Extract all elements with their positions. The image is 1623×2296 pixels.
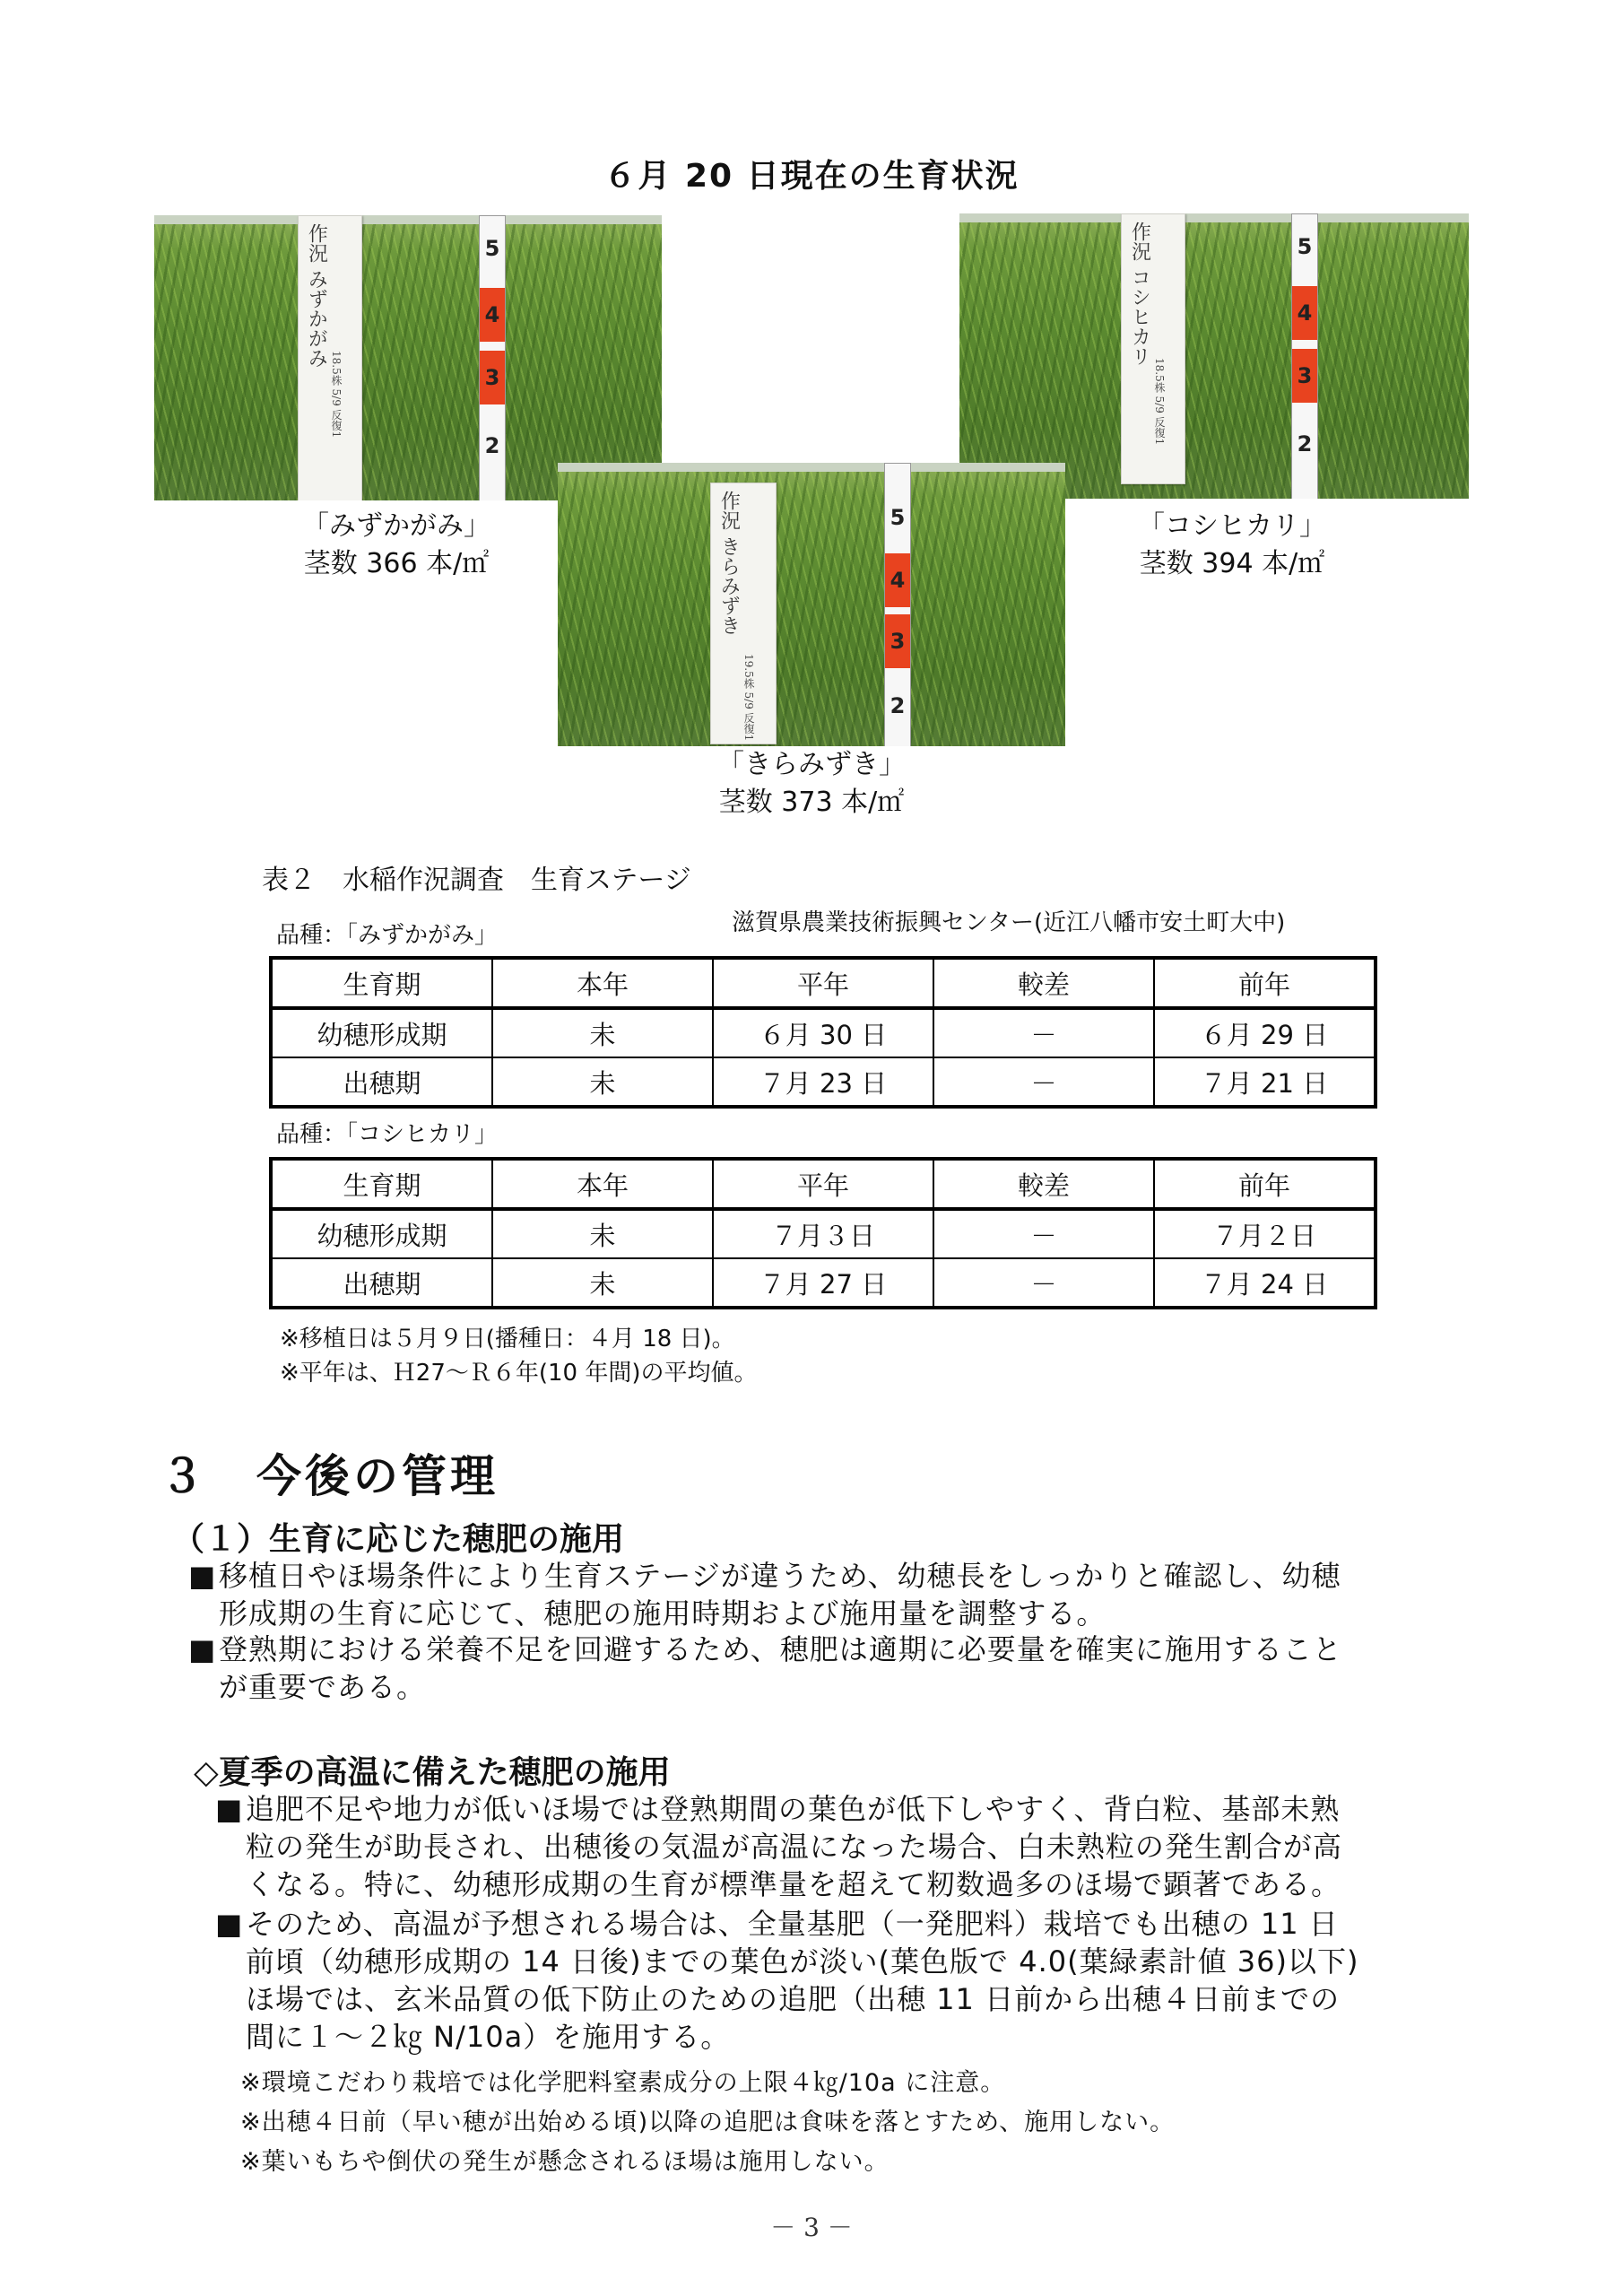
section-heading: ３ 今後の管理 [160, 1450, 499, 1502]
ruler-mark: 4 [1292, 286, 1317, 340]
photo-caption-kiramizuki [659, 746, 964, 822]
sign-text: 作況 みずかがみ [305, 223, 328, 368]
caption-variety: 「きらみずき」 [717, 749, 906, 780]
note-line: ※出穂４日前（早い穂が出始める頃)以降の追肥は食味を落とすため、施用しない。 [240, 2109, 1176, 2136]
table-note: ※平年は、Ｈ27～Ｒ６年(10 年間)の平均値。 [280, 1360, 758, 1387]
column-header: 生育期 [271, 1159, 492, 1209]
table-cell: 幼穂形成期 [271, 1209, 492, 1258]
sign-board [298, 215, 362, 500]
ruler-mark: 5 [484, 236, 500, 261]
bullet-line: 粒の発生が助長され、出穂後の気温が高温になった場合、白未熟粒の発生割合が高 [246, 1830, 1342, 1864]
table-row [271, 1209, 1376, 1258]
bullet-item [215, 1905, 1488, 2056]
subsection-heading: （１）生育に応じた穂肥の施用 [172, 1521, 625, 1558]
table-row [271, 1258, 1376, 1308]
sign-board [1121, 213, 1185, 484]
column-header: 平年 [713, 1159, 933, 1209]
bullet-line: が重要である。 [219, 1670, 427, 1704]
measuring-ruler [479, 215, 506, 500]
table-cell: ７月３日 [713, 1209, 933, 1258]
column-header: 本年 [492, 1159, 713, 1209]
note-line: ※環境こだわり栽培では化学肥料窒素成分の上限４㎏/10a に注意。 [240, 2069, 1006, 2097]
stage-table-mizukagami [269, 956, 1377, 1109]
variety-label-mizukagami: 品種：「みずかがみ」 [276, 922, 499, 949]
bullet-item [215, 1790, 1488, 1903]
bullet-line: 移植日やほ場条件により生育ステージが違うため、幼穂長をしっかりと確認し、幼穂 [219, 1559, 1341, 1593]
table-cell: 幼穂形成期 [271, 1008, 492, 1057]
sign-small-text: 18.5株 5/9 反復1 [330, 351, 343, 439]
column-header: 較差 [933, 1159, 1154, 1209]
table-notes [280, 1322, 758, 1390]
sign-text: 作況 きらみずき [717, 491, 741, 635]
ruler-mark: 2 [890, 693, 906, 718]
column-header: 前年 [1154, 1159, 1376, 1209]
photo-caption-koshihikari [1080, 508, 1384, 583]
table-cell: － [933, 1008, 1154, 1057]
bullet-line: 前頃（幼穂形成期の 14 日後)までの葉色が淡い(葉色版で 4.0(葉緑素計値 36)以下) [246, 1944, 1359, 1979]
bullet-line: 追肥不足や地力が低いほ場では登熟期間の葉色が低下しやすく、背白粒、基部未熟 [246, 1792, 1341, 1826]
ruler-mark: 5 [890, 505, 906, 530]
bullet-text [246, 1905, 1488, 2056]
caption-variety: 「コシヒカリ」 [1138, 510, 1326, 542]
page-number: － 3 － [770, 2213, 853, 2242]
table-cell: 未 [492, 1209, 713, 1258]
table-cell: ７月 21 日 [1154, 1057, 1376, 1107]
bullet-item [188, 1557, 1488, 1632]
table-header-row [271, 958, 1376, 1008]
photo-koshihikari [959, 213, 1469, 499]
note-line: ※葉いもちや倒伏の発生が懸念されるほ場は施用しない。 [240, 2148, 890, 2176]
table-cell: ７月 23 日 [713, 1057, 933, 1107]
bullet-mark: ■ [215, 1792, 244, 1826]
ruler-mark: 4 [480, 288, 505, 342]
caption-stem-count: 茎数 373 本/㎡ [718, 787, 905, 818]
photo-kiramizuki [558, 463, 1065, 746]
photo-mizukagami [154, 215, 662, 500]
measuring-ruler [1291, 213, 1318, 499]
table-row [271, 1008, 1376, 1057]
column-header: 平年 [713, 958, 933, 1008]
bullet-line: そのため、高温が予想される場合は、全量基肥（一発肥料）栽培でも出穂の 11 日 [246, 1907, 1339, 1941]
sign-board [710, 483, 777, 744]
caption-stem-count: 茎数 394 本/㎡ [1139, 548, 1325, 579]
bullet-mark: ■ [215, 1907, 244, 1941]
table-cell: 未 [492, 1008, 713, 1057]
ruler-mark: 3 [885, 614, 910, 668]
table-row [271, 1057, 1376, 1107]
sign-small-text: 19.5株 5/9 反復1 [742, 654, 755, 742]
column-header: 本年 [492, 958, 713, 1008]
measuring-ruler [884, 463, 911, 746]
table-cell: － [933, 1258, 1154, 1308]
photo-caption-mizukagami [244, 508, 549, 583]
ruler-mark: 2 [1297, 431, 1313, 457]
bullet-line: 形成期の生育に応じて、穂肥の施用時期および施用量を調整する。 [219, 1596, 1107, 1631]
caption-stem-count: 茎数 366 本/㎡ [303, 548, 490, 579]
bullet-text [246, 1790, 1488, 1903]
bullet-mark: ■ [188, 1559, 217, 1593]
table-source: 滋賀県農業技術振興センター(近江八幡市安土町大中) [732, 909, 1286, 936]
bullet-line: 間に１～２㎏ N/10a）を施用する。 [246, 2020, 731, 2054]
sign-text: 作況 コシヒカリ [1128, 222, 1151, 366]
caption-variety: 「みずかがみ」 [302, 510, 490, 542]
table-cell: － [933, 1057, 1154, 1107]
bullet-mark: ■ [188, 1632, 217, 1666]
table-cell: ６月 29 日 [1154, 1008, 1376, 1057]
table-cell: 未 [492, 1258, 713, 1308]
ruler-mark: 5 [1297, 234, 1313, 259]
column-header: 較差 [933, 958, 1154, 1008]
table-caption: 表２ 水稲作況調査 生育ステージ [262, 865, 691, 896]
bullet-line: ほ場では、玄米品質の低下防止のための追肥（出穂 11 日前から出穂４日前までの [246, 1982, 1341, 2016]
table-cell: ７月 27 日 [713, 1258, 933, 1308]
table-cell: ７月 24 日 [1154, 1258, 1376, 1308]
subsection-heading: ◇夏季の高温に備えた穂肥の施用 [194, 1754, 671, 1791]
bullet-line: くなる。特に、幼穂形成期の生育が標準量を超えて籾数過多のほ場で顕著である。 [246, 1867, 1341, 1901]
table-cell: 出穂期 [271, 1258, 492, 1308]
table-cell: 出穂期 [271, 1057, 492, 1107]
column-header: 生育期 [271, 958, 492, 1008]
table-cell: － [933, 1209, 1154, 1258]
sign-small-text: 18.5株 5/9 反復1 [1153, 358, 1166, 446]
ruler-mark: 2 [484, 433, 500, 458]
stage-table-koshihikari [269, 1157, 1377, 1309]
table-header-row [271, 1159, 1376, 1209]
bullet-text [219, 1557, 1488, 1632]
bullet-item [188, 1631, 1488, 1706]
variety-label-koshihikari: 品種：「コシヒカリ」 [276, 1121, 499, 1148]
ruler-mark: 4 [885, 553, 910, 607]
table-cell: ６月 30 日 [713, 1008, 933, 1057]
ruler-mark: 3 [1292, 349, 1317, 403]
ruler-mark: 3 [480, 351, 505, 404]
bullet-line: 登熟期における栄養不足を回避するため、穂肥は適期に必要量を確実に施用すること [219, 1632, 1342, 1666]
table-cell: ７月２日 [1154, 1209, 1376, 1258]
table-note: ※移植日は５月９日(播種日：４月 18 日)。 [280, 1326, 735, 1352]
column-header: 前年 [1154, 958, 1376, 1008]
page-title: ６月 20 日現在の生育状況 [603, 158, 1020, 195]
bullet-text [219, 1631, 1488, 1706]
table-cell: 未 [492, 1057, 713, 1107]
